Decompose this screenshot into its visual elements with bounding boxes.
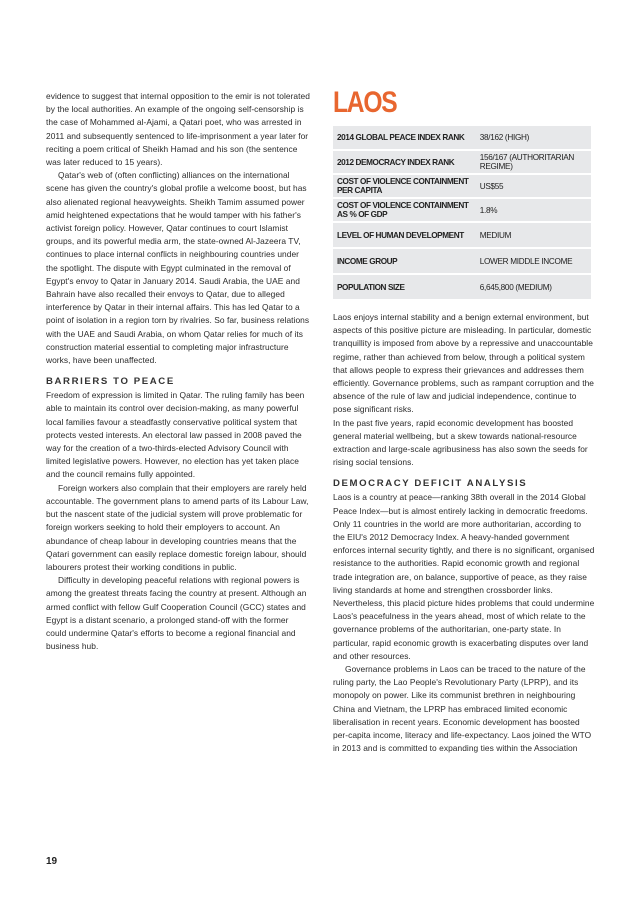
table-row xyxy=(333,248,591,274)
table-row xyxy=(333,126,591,150)
stat-label: COST OF VIOLENCE CONTAINMENT AS % OF GDP xyxy=(333,198,476,222)
section-heading: BARRIERS TO PEACE xyxy=(46,376,175,388)
country-title: LAOS xyxy=(333,86,397,119)
stat-label: 2012 DEMOCRACY INDEX RANK xyxy=(333,150,476,174)
paragraph: Foreign workers also complain that their employers are rarely held accountable. The government plans to amend parts of its Labour Law, but the nascent state of the judicial system will prove problematic for foreign workers seeking to hold their employers to account. An abundance of cheap labour in developing countries means that the Qatari government can easily replace domestic foreign labour, should labourers protest their working conditions in public. xyxy=(46,482,309,572)
stat-label: INCOME GROUP xyxy=(333,248,476,274)
paragraph: Qatar's web of (often conflicting) alliances on the international scene has given the country's global profile a welcome boost, but has also alienated regional heavyweights. Sheikh Tamim assumed power amid heightened expectations that he would tamper with his father's activist foreign policy. However, Qatar continues to court Islamist groups, and its powerful media arm, the state-owned Al-Jazeera TV, continues to place internal conflicts in neighbouring countries under the spotlight. The dispute with Egypt culminated in the removal of Egypt's envoy to Qatar in January 2014. Saudi Arabia, the UAE and Bahrain have also recalled their envoys to Qatar, due to alleged interference by Qatar in their internal affairs. This has led Qatar to a point of isolation in a region torn by rivalries. So far, business relations with the UAE and Saudi Arabia, on whom Qatar relies for much of its construction material essential to completing major infrastructure works, have been unaffected. xyxy=(46,170,310,366)
table-row xyxy=(333,222,591,248)
paragraph: In the past five years, rapid economic development has boosted general material wellbeing, but a skew towards national-resource extraction and large-scale agribusiness has also sown the seeds for rising social tensions. xyxy=(333,417,588,468)
stat-value: US$55 xyxy=(476,174,591,198)
paragraph: Difficulty in developing peaceful relations with regional powers is among the greatest threats facing the country at present. Although an armed conflict with fellow Gulf Cooperation Council (GCC) states and Egypt is a distant scenario, a prolonged stand-off with the former could undermine Qatar's efforts to become a regional financial and business hub. xyxy=(46,575,307,652)
stat-value: 6,645,800 (MEDIUM) xyxy=(476,274,591,300)
section-heading: DEMOCRACY DEFICIT ANALYSIS xyxy=(333,478,528,490)
table-row xyxy=(333,150,591,174)
stat-value: 1.8% xyxy=(476,198,591,222)
table-row xyxy=(333,274,591,300)
right-column xyxy=(333,86,595,756)
paragraph: Freedom of expression is limited in Qatar. The ruling family has been able to maintain its control over decision-making, as many powerful local families favour a steadfastly conservative political system that protects vested interests. An electoral law passed in 2008 paved the way for the creation of a two-thirds-elected Advisory Council with limited legislative powers. However, no election has yet taken place and the council remains fully appointed. xyxy=(46,390,305,480)
country-stats-table xyxy=(333,126,595,301)
paragraph: Laos is a country at peace—ranking 38th overall in the 2014 Global Peace Index—but is almost entirely lacking in democratic freedoms. Only 11 countries in the world are more authoritarian, according to the EIU's 2012 Democracy Index. A heavy-handed government enforces internal security tightly, and there is no significant, organised resistance to the authorities. Rapid economic growth and regional trade integration are, on balance, supportive of peace, as they raise living standards at home and strengthen crossborder links. Nevertheless, this placid picture hides problems that could undermine Laos's peacefulness in the years ahead, most of which relate to the governance problems of the authoritarian, one-party state. In particular, rapid economic growth is exacerbating disputes over land and other resources. xyxy=(333,492,595,661)
stat-label: 2014 GLOBAL PEACE INDEX RANK xyxy=(333,126,476,150)
table-row xyxy=(333,198,591,222)
paragraph: Laos enjoys internal stability and a benign external environment, but aspects of this positive picture are misleading. In particular, domestic tranquillity is imposed from above by a repressive and unaccountable regime, rather than achieved from below, through a political system that allows people to express their grievances and addresses them efficiently. Governance problems, such as rampant corruption and the absence of the rule of law and judicial independence, continue to pose significant risks. xyxy=(333,312,594,415)
table-row xyxy=(333,174,591,198)
stat-value: 38/162 (HIGH) xyxy=(476,126,591,150)
page-number: 19 xyxy=(46,856,58,867)
stat-value: 156/167 (AUTHORITARIAN REGIME) xyxy=(476,150,591,174)
stat-label: POPULATION SIZE xyxy=(333,274,476,300)
paragraph: evidence to suggest that internal opposition to the emir is not tolerated by the local authorities. An example of the ongoing self-censorship is the case of Mohammed al-Ajami, a Qatari poet, who was arrested in 2011 and subsequently sentenced to life-imprisonment a year later for reciting a poem critical of Sheikh Hamad and his son (the sentence was later reduced to 15 years). xyxy=(46,91,310,168)
stat-label: COST OF VIOLENCE CONTAINMENT PER CAPITA xyxy=(333,174,476,198)
stat-value: LOWER MIDDLE INCOME xyxy=(476,248,591,274)
left-column xyxy=(46,90,310,653)
stat-label: LEVEL OF HUMAN DEVELOPMENT xyxy=(333,222,476,248)
paragraph: Governance problems in Laos can be traced to the nature of the ruling party, the Lao People's Revolutionary Party (LPRP), and its monopoly on power. Like its communist brethren in neighbouring China and Vietnam, the LPRP has embraced limited economic liberalisation in recent years. Economic development has boosted per-capita income, literacy and life-expectancy. Laos joined the WTO in 2013 and is committed to expanding ties within the Association xyxy=(333,664,592,754)
stat-value: MEDIUM xyxy=(476,222,591,248)
